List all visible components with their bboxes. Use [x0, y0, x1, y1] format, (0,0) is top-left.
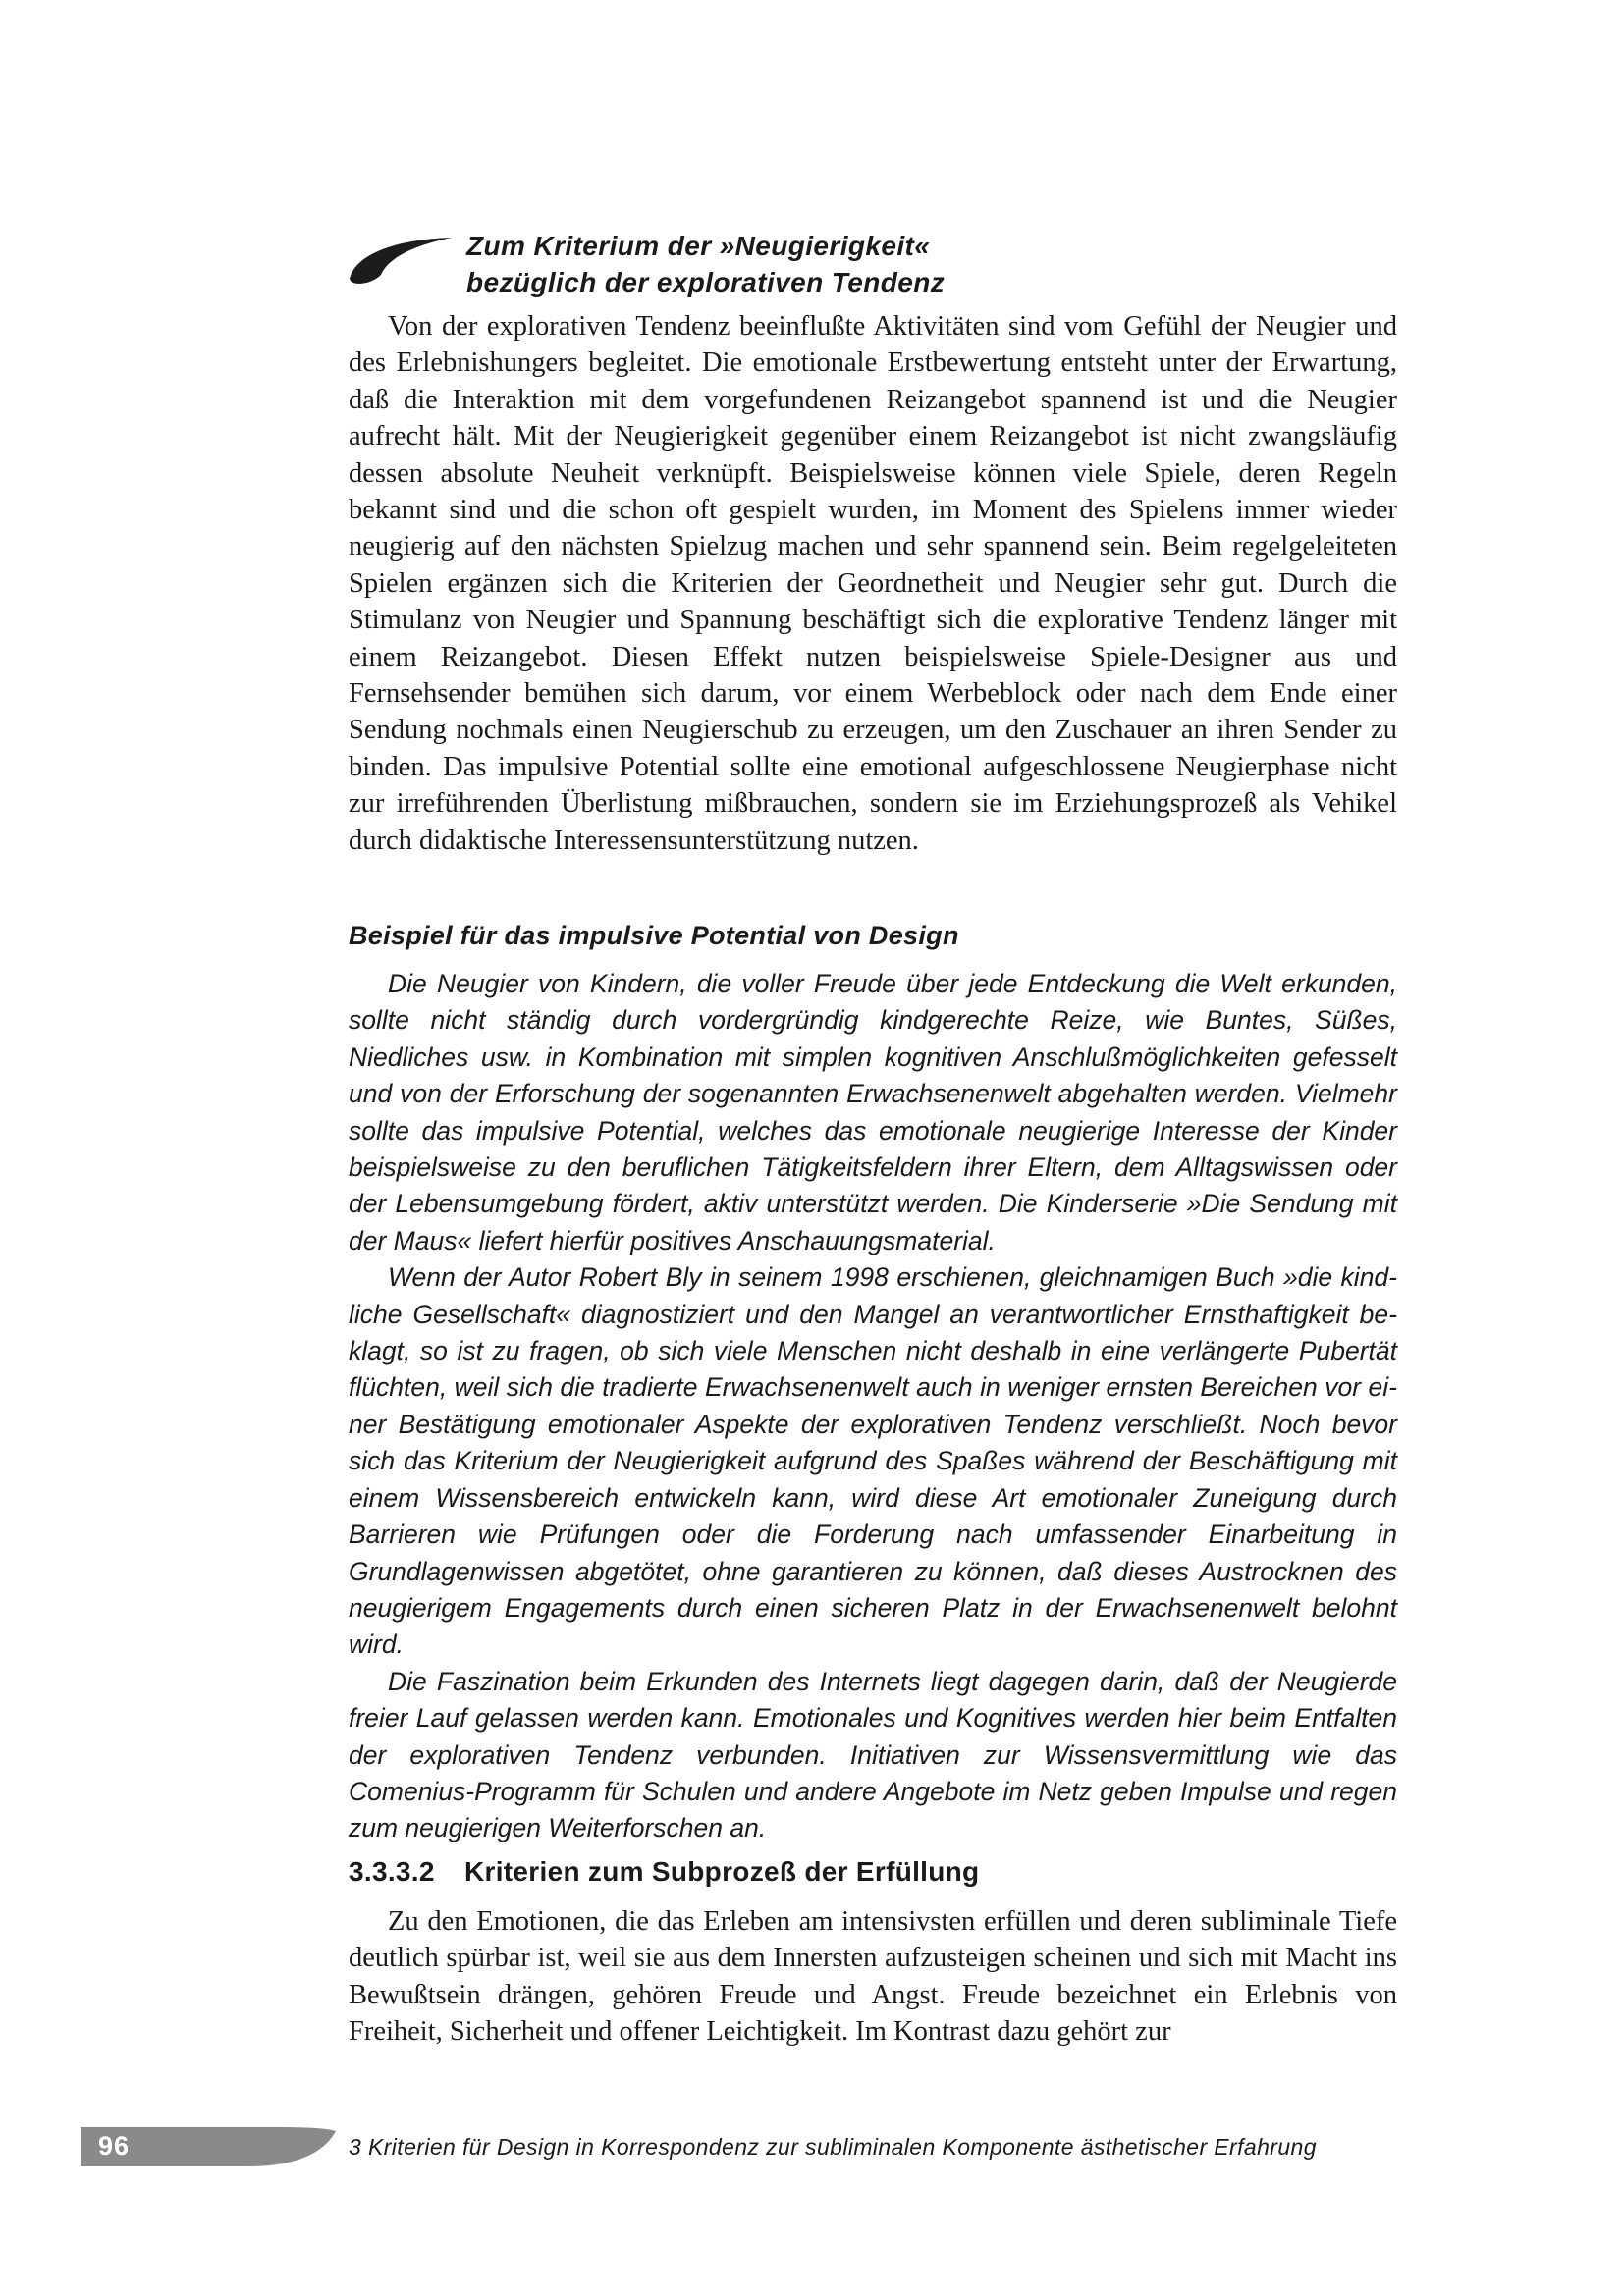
section-title: Kriterien zum Subprozeß der Erfüllung [464, 1856, 980, 1887]
intro-paragraph: Von der explorativen Tendenz beeinflußte Aktivitäten sind vom Gefühl der Neugier und des Erlebnishungers begleitet. Die emotionale Erstbewertung entsteht unter der Erwartung, daß die Interaktion mit dem vorgefundenen Reizangebot spannend ist und die Neugier aufrecht hält. Mit der Neugierigkeit gegenüber einem Reizangebot ist nicht zwangsläufig dessen absolute Neuheit verknüpft. Beispielsweise können viele Spiele, deren Regeln bekannt sind und die schon oft gespielt wurden, im Moment des Spielens immer wieder neugierig auf den nächsten Spielzug machen und sehr spannend sein. Beim regelgeleiteten Spielen ergänzen sich die Kriterien der Geordnetheit und Neugier sehr gut. Durch die Stimulanz von Neugier und Spannung beschäftigt sich die explorative Tendenz länger mit einem Reizangebot. Diesen Effekt nutzen beispielsweise Spiele-Designer aus und Fernsehsender bemühen sich darum, vor einem Werbeblock oder nach dem Ende einer Sendung nochmals einen Neugierschub zu erzeugen, um den Zuschauer an ihren Sender zu binden. Das impulsive Potential sollte eine emotional aufgeschlossene Neugierphase nicht zur irreführenden Überlistung mißbrauchen, sondern sie im Erziehungsprozeß als Vehikel durch didaktische Interessensunterstützung nutzen. [349, 311, 1397, 856]
section-paragraph: Zu den Emotionen, die das Erleben am intensivsten erfüllen und deren subliminale Tiefe deutlich spürbar ist, weil sie aus dem Innersten aufzusteigen scheinen und sich mit Macht ins Bewußtsein drängen, gehören Freude und Angst. Freude bezeichnet ein Erlebnis von Freiheit, Sicherheit und offener Leichtigkeit. Im Kontrast dazu gehört zur [349, 1906, 1397, 2048]
section-number: 3.3.3.2 [349, 1856, 435, 1887]
example-block [349, 966, 1397, 1847]
intro-section [349, 308, 1397, 859]
heading-line-1: Zum Kriterium der »Neugierigkeit« [466, 231, 931, 261]
section-body [349, 1903, 1397, 2051]
section-heading [349, 1853, 979, 1890]
heading [466, 228, 945, 300]
heading-marker-icon [346, 236, 454, 287]
page-number: 96 [98, 2131, 131, 2161]
heading-line-2: bezüglich der explorativen Tendenz [466, 267, 946, 297]
example-title: Beispiel für das impulsive Potential von Design [349, 921, 959, 950]
example-paragraph-3: Die Faszination beim Erkunden des Internets liegt dagegen darin, daß der Neugierde freier Lauf gelassen werden kann. Emotionales und Kognitives werden hier beim Entfalten der explorativen Tendenz verbunden. Initiativen zur Wissensvermittlung wie das Comenius-Programm für Schulen und andere Angebote im Netz geben Impulse und regen zum neugierigen Weiterforschen an. [349, 1666, 1397, 1843]
example-paragraph-1: Die Neugier von Kindern, die voller Freude über jede Entdeckung die Welt erkunden, sollte nicht ständig durch vordergründig kindgerechte Reize, wie Buntes, Süßes, Niedliches usw. in Kombination mit simplen kognitiven Anschlußmöglichkeiten gefesselt und von der Erforschung der sogenannten Erwachsenenwelt abgehalten werden. Vielmehr sollte das impulsive Potential, welches das emotionale neugierige Interesse der Kinder beispielsweise zu den beruflichen Tätigkeitsfeldern ihrer Eltern, dem Alltagswissen oder der Lebensumgebung fördert, aktiv unterstützt werden. Die Kinderserie »Die Sendung mit der Maus« liefert hierfür positives Anschauungsmaterial. [349, 969, 1397, 1255]
running-title: 3 Kriterien für Design in Korrespondenz zur subliminalen Komponente ästhetischer Erfahrung [349, 2134, 1317, 2160]
example-paragraph-2: Wenn der Autor Robert Bly in seinem 1998 erschienen, gleichnamigen Buch »die kindliche Gesellschaft« diagnostiziert und den Mangel an verantwortlicher Ernsthaftigkeit beklagt, so ist zu fragen, ob sich viele Menschen nicht deshalb in eine verlängerte Pubertät flüchten, weil sich die tradierte Erwachsenenwelt auch in weniger ernsten Bereichen vor einer Bestätigung emotionaler Aspekte der explorativen Tendenz verschließt. Noch bevor sich das Kriterium der Neugierigkeit aufgrund des Spaßes während der Beschäftigung mit einem Wissensbereich entwickeln kann, wird diese Art emotionaler Zuneigung durch Barrieren wie Prüfungen oder die Forderung nach umfassender Einarbeitung in Grundlagenwissen abgetötet, ohne garantieren zu können, daß dieses Austrocknen des neugierigem Engagements durch einen sicheren Platz in der Erwachsenenwelt belohnt wird. [349, 1262, 1397, 1660]
